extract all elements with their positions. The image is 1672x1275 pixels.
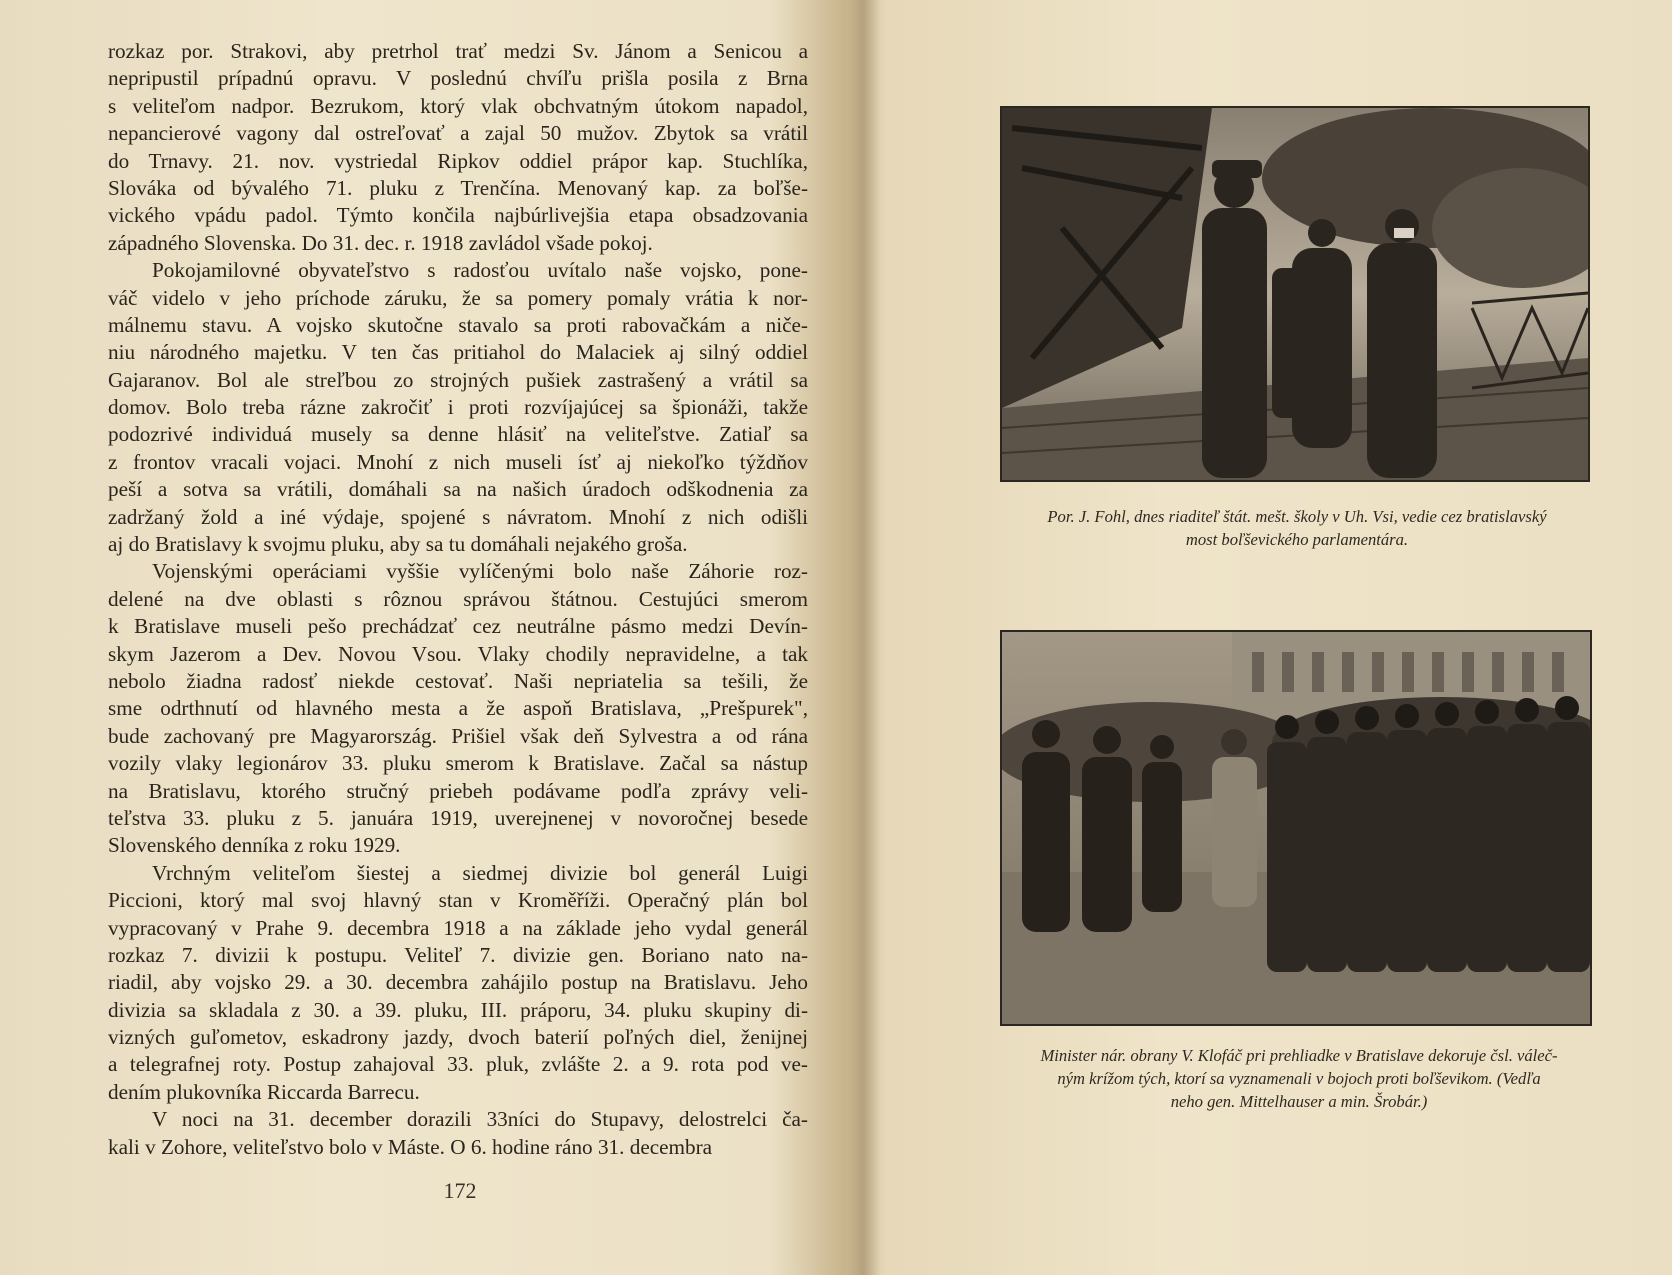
photo-parade-image <box>1002 632 1590 1024</box>
text-line: rozkaz por. Strakovi, aby pretrhol trať medzi Sv. Jánom a Senicou a <box>108 39 808 63</box>
text-line: dením plukovníka Riccarda Barrecu. <box>108 1079 420 1104</box>
caption-line: most boľševického parlamentára. <box>1185 530 1409 549</box>
text-line: vozily vlaky legionárov 33. pluku smerom k Bratislave. Začal sa nástup <box>108 751 808 776</box>
text-line: domov. Bolo treba rázne zakročiť i proti rozvíjajúcej sa špionáži, takže <box>108 395 808 420</box>
text-line: zadržaný žold a iné výdaje, spojené s návratom. Mnohí z nich odišli <box>108 504 808 529</box>
figure-2-caption <box>944 1044 1654 1113</box>
text-line: Vrchným veliteľom šiestej a siedmej divizie bol generál Luigi <box>152 860 808 885</box>
caption-line: ným krížom tých, ktorí sa vyznamenali v bojoch proti boľševikom. (Vedľa <box>1057 1069 1541 1088</box>
text-line: podozrivé individuá musely sa denne hlásiť na veliteľstve. Zatiaľ sa <box>108 422 808 447</box>
text-line: málnemu stavu. A vojsko skutočne stavalo sa proti rabovačkám a niče- <box>108 312 808 337</box>
text-line: riadil, aby vojsko 29. a 30. decembra zahájilo postup na Bratislavu. Jeho <box>108 970 808 995</box>
text-line: s veliteľom nadpor. Bezrukom, ktorý vlak obchvatným útokom napadol, <box>108 93 808 118</box>
left-page-text <box>108 38 808 1161</box>
text-line: peší a sotva sa vrátili, domáhali sa na našich úradoch odškodnenia za <box>108 477 808 502</box>
text-line: Slovenského denníka z roku 1929. <box>108 833 401 858</box>
caption-line: neho gen. Mittelhauser a min. Šrobár.) <box>1170 1092 1428 1111</box>
text-line: kali v Zohore, veliteľstvo bolo v Máste. O 6. hodine ráno 31. decembra <box>108 1134 713 1159</box>
text-line: nepancierové vagony dal ostreľovať a zajal 50 mužov. Zbytok sa vrátil <box>108 121 808 146</box>
text-line: z frontov vracali vojaci. Mnohí z nich museli ísť aj niekoľko týždňov <box>108 449 808 474</box>
text-line: skym Jazerom a Dev. Novou Vsou. Vlaky chodily nepravidelne, a tak <box>108 641 808 666</box>
text-line: Slováka od bývalého 71. pluku z Trenčína. Menovaný kap. za boľše- <box>108 175 808 200</box>
caption-line: Minister nár. obrany V. Klofáč pri prehliadke v Bratislave dekoruje čsl. váleč- <box>1040 1046 1558 1065</box>
text-line: vického vpádu padol. Týmto končila najbúrlivejšia etapa obsadzovania <box>108 203 808 228</box>
text-line: bude zachovaný pre Magyarország. Prišiel však deň Sylvestra a od rána <box>108 723 808 748</box>
figure-1-caption <box>952 505 1642 551</box>
text-line: váč videlo v jeho príchode záruku, že sa pomery pomaly vrátia k nor- <box>108 285 808 310</box>
book-gutter <box>846 0 880 1275</box>
text-line: vizných guľometov, eskadrony jazdy, dvoch baterií poľných diel, ženijnej <box>108 1025 808 1050</box>
caption-line: Por. J. Fohl, dnes riaditeľ štát. mešt. školy v Uh. Vsi, vedie cez bratislavský <box>1047 507 1547 526</box>
text-line: V noci na 31. december dorazili 33níci do Stupavy, delostrelci ča- <box>152 1107 808 1132</box>
text-line: k Bratislave museli pešo prechádzať cez neutrálne pásmo medzi Devín- <box>108 614 808 639</box>
text-line: do Trnavy. 21. nov. vystriedal Ripkov oddiel prápor kap. Stuchlíka, <box>108 148 808 173</box>
text-line: na Bratislavu, ktorého stručný priebeh podávame podľa zprávy veli- <box>108 778 808 803</box>
text-line: rozkaz 7. divizii k postupu. Veliteľ 7. divizie gen. Boriano nato na- <box>108 942 808 967</box>
photo-parade <box>1000 630 1592 1026</box>
text-line: Pokojamilovné obyvateľstvo s radosťou uvítalo naše vojsko, pone- <box>152 258 808 283</box>
text-line: aj do Bratislavy k svojmu pluku, aby sa tu domáhali nejakého groša. <box>108 532 688 557</box>
text-line: vypracovaný v Prahe 9. decembra 1918 a na základe jeho vydal generál <box>108 915 808 940</box>
text-line: Gajaranov. Bol ale streľbou zo strojných pušiek zastrašený a vrátil sa <box>108 367 808 392</box>
text-line: nebolo žiadna radosť niekde cestovať. Naši nepriatelia sa tešili, že <box>108 668 808 693</box>
text-line: Vojenskými operáciami vyššie vylíčenými bolo naše Záhorie roz- <box>152 559 808 584</box>
page-number: 172 <box>443 1178 477 1203</box>
text-line: a telegrafnej roty. Postup zahajoval 33. pluk, zvlášte 2. a 9. rota pod ve- <box>108 1052 808 1077</box>
text-line: západného Slovenska. Do 31. dec. r. 1918 zavládol všade pokoj. <box>108 230 653 255</box>
text-line: divizia sa skladala z 30. a 39. pluku, III. práporu, 34. pluku skupiny di- <box>108 997 808 1022</box>
text-line: teľstva 33. pluku z 5. januára 1919, uverejnenej v novoročnej besede <box>108 805 808 830</box>
photo-bridge-image <box>1002 108 1588 480</box>
text-line: delené na dve oblasti s rôznou správou štátnou. Cestujúci smerom <box>108 586 808 611</box>
text-line: niu národného majetku. V ten čas pritiahol do Malaciek aj silný oddiel <box>108 340 808 365</box>
photo-bridge <box>1000 106 1590 482</box>
text-line: sme odrthnutí od hlavného mesta a že aspoň Bratislava, „Prešpurek", <box>108 696 808 721</box>
text-line: nepripustil prípadnú opravu. V poslednú chvíľu prišla posila z Brna <box>108 66 808 91</box>
text-line: Piccioni, ktorý mal svoj hlavný stan v Kroměříži. Operačný plán bol <box>108 888 808 913</box>
